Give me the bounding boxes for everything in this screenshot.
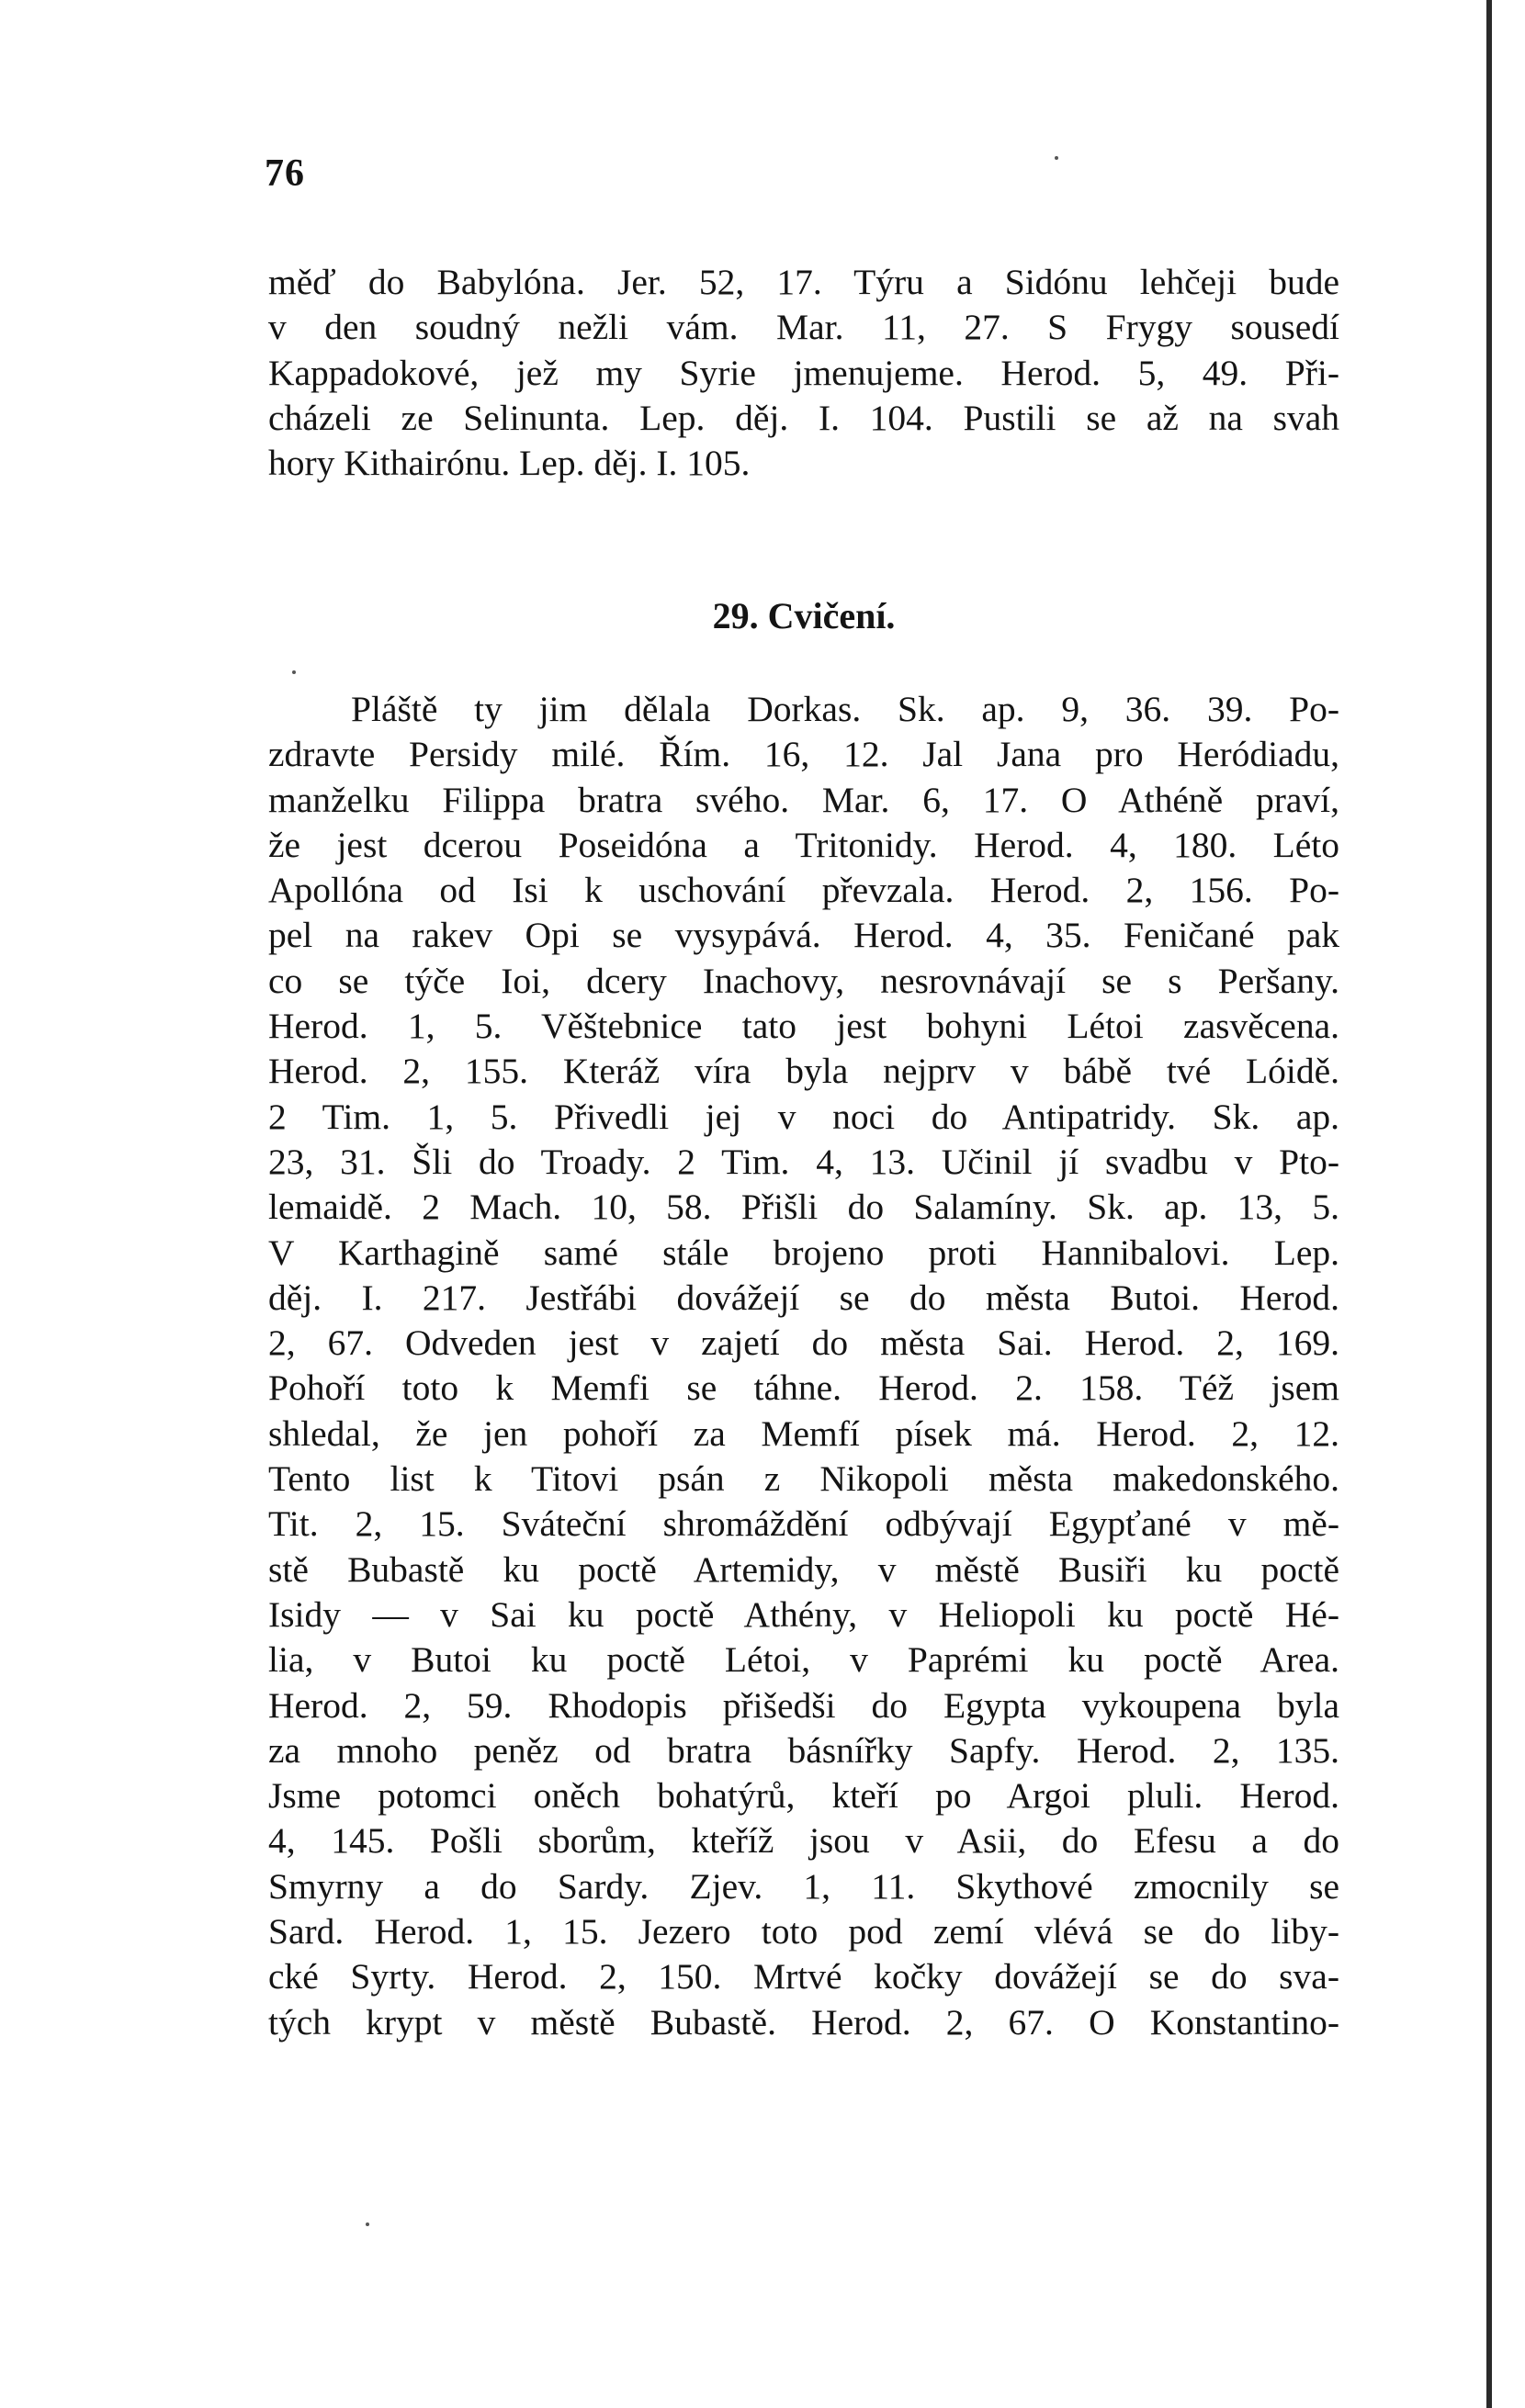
text-line: Smyrny a do Sardy. Zjev. 1, 11. Skythové zmocnily se [268, 1865, 1339, 1907]
text-line: že jest dcerou Poseidóna a Tritonidy. Herod. 4, 180. Léto [268, 824, 1339, 865]
paper-speck [1055, 156, 1058, 160]
text-line: Herod. 1, 5. Věštebnice tato jest bohyni Létoi zasvěcena. [268, 1006, 1339, 1047]
text-line: V Karthagině samé stále brojeno proti Hannibalovi. Lep. [268, 1232, 1339, 1273]
text-line: tých krypt v městě Bubastě. Herod. 2, 67. O Konstantino- [268, 2001, 1339, 2042]
text-line: shledal, že jen pohoří za Memfí písek má. Herod. 2, 12. [268, 1412, 1339, 1454]
text-line: co se týče Ioi, dcery Inachovy, nesrovnávají se s Peršany. [268, 960, 1339, 1001]
text-line: Tit. 2, 15. Sváteční shromáždění odbývají Egypťané v mě- [268, 1503, 1339, 1545]
text-line: manželku Filippa bratra svého. Mar. 6, 17. O Athéně praví, [268, 779, 1339, 820]
text-line: stě Bubastě ku poctě Artemidy, v městě Busiři ku poctě [268, 1548, 1339, 1590]
text-line: 4, 145. Pošli sborům, kteříž jsou v Asii, do Efesu a do [268, 1820, 1339, 1862]
text-line: 2, 67. Odveden jest v zajetí do města Sai. Herod. 2, 169. [268, 1322, 1339, 1364]
text-line: v den soudný nežli vám. Mar. 11, 27. S Frygy sousedí [268, 307, 1339, 348]
intro-paragraph [268, 260, 1339, 486]
page-number: 76 [265, 152, 305, 195]
text-line: Sard. Herod. 1, 15. Jezero toto pod zemí vlévá se do liby- [268, 1911, 1339, 1952]
text-line: cházeli ze Selinunta. Lep. děj. I. 104. Pustili se až na svah [268, 397, 1339, 438]
text-line: Apollóna od Isi k uschování převzala. Herod. 2, 156. Po- [268, 870, 1339, 911]
text-line: za mnoho peněz od bratra básnířky Sapfy. Herod. 2, 135. [268, 1729, 1339, 1771]
paper-speck [292, 670, 296, 674]
section-heading: 29. Cvičení. [712, 595, 896, 636]
text-line: Herod. 2, 59. Rhodopis přišedši do Egypta vykoupena byla [268, 1684, 1339, 1726]
paper-speck [366, 2222, 369, 2226]
text-line: Pohoří toto k Memfi se táhne. Herod. 2. 158. Též jsem [268, 1367, 1339, 1409]
exercise-paragraph [268, 687, 1339, 2045]
text-line: lemaidě. 2 Mach. 10, 58. Přišli do Salamíny. Sk. ap. 13, 5. [268, 1187, 1339, 1228]
text-line: měď do Babylóna. Jer. 52, 17. Týru a Sidónu lehčeji bude [268, 262, 1339, 302]
text-line: cké Syrty. Herod. 2, 150. Mrtvé kočky dovážejí se do sva- [268, 1956, 1339, 1997]
text-line: děj. I. 217. Jestřábi dovážejí se do města Butoi. Herod. [268, 1277, 1339, 1318]
text-line: lia, v Butoi ku poctě Létoi, v Paprémi ku poctě Area. [268, 1639, 1339, 1681]
text-line: Tento list k Titovi psán z Nikopoli města makedonského. [268, 1458, 1339, 1500]
page-margin-right [1492, 0, 1525, 2408]
text-line: Isidy — v Sai ku poctě Athény, v Heliopoli ku poctě Hé- [268, 1593, 1339, 1635]
text-line: 23, 31. Šli do Troady. 2 Tim. 4, 13. Učinil jí svadbu v Pto- [268, 1141, 1339, 1182]
text-line: 2 Tim. 1, 5. Přivedli jej v noci do Antipatridy. Sk. ap. [268, 1096, 1339, 1137]
text-line: Herod. 2, 155. Kteráž víra byla nejprv v bábě tvé Lóidě. [268, 1051, 1339, 1092]
text-line: pel na rakev Opi se vysypává. Herod. 4, 35. Feničané pak [268, 915, 1339, 956]
text-line: Pláště ty jim dělala Dorkas. Sk. ap. 9, 36. 39. Po- [351, 689, 1339, 729]
text-line: Jsme potomci oněch bohatýrů, kteří po Argoi pluli. Herod. [268, 1775, 1339, 1817]
text-line: zdravte Persidy milé. Řím. 16, 12. Jal Jana pro Heródiadu, [268, 734, 1339, 775]
text-line: Kappadokové, jež my Syrie jmenujeme. Herod. 5, 49. Při- [268, 352, 1339, 393]
text-line: hory Kithairónu. Lep. děj. I. 105. [268, 443, 751, 484]
